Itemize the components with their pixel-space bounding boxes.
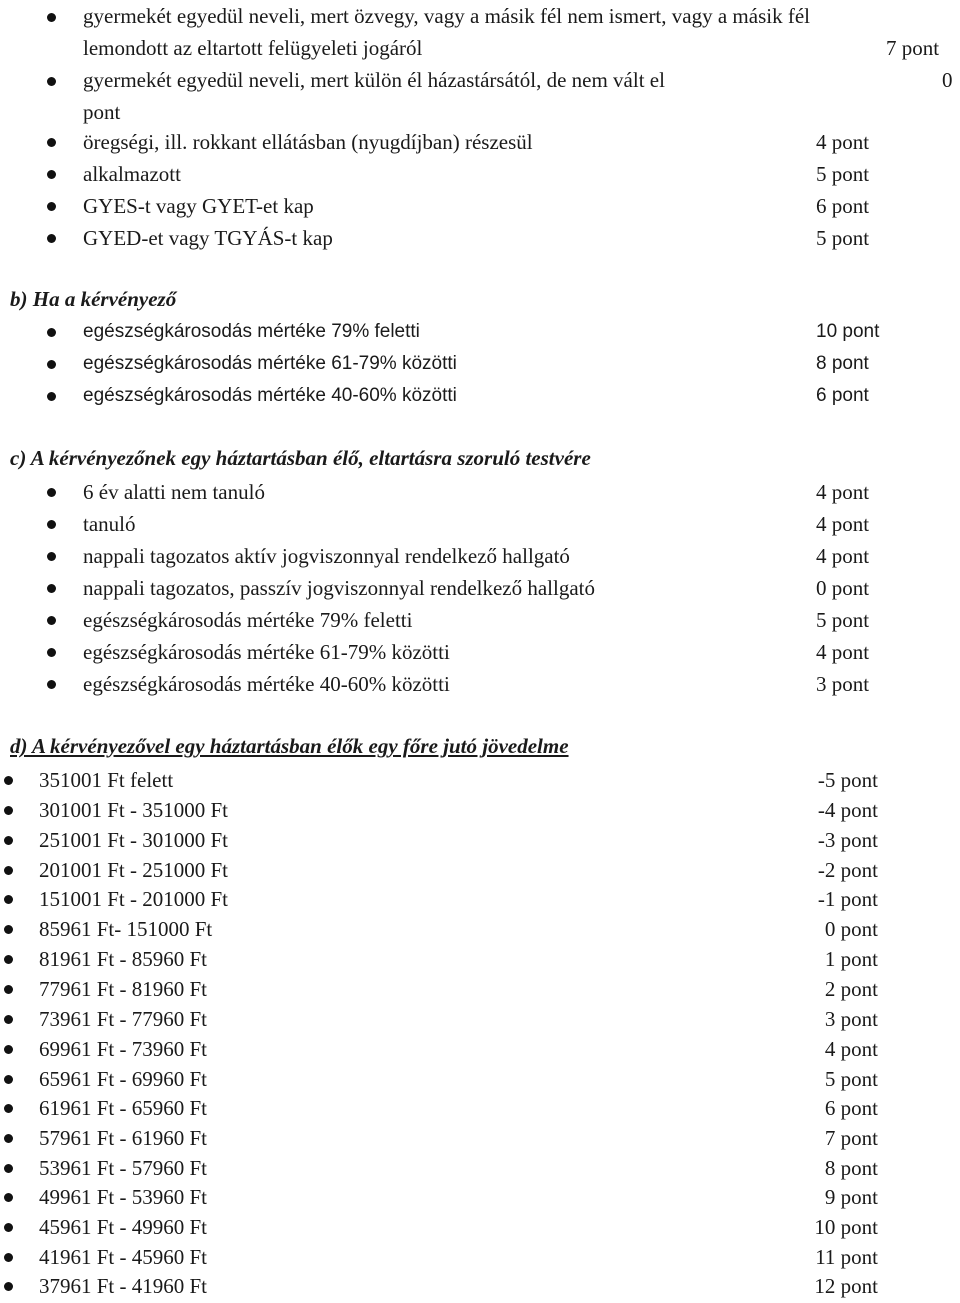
- item-points: 0 pont: [824, 917, 878, 941]
- bullet-icon: [4, 1253, 13, 1262]
- bullet-icon: [47, 360, 56, 369]
- item-label: 201001 Ft - 251000 Ft: [39, 858, 229, 882]
- item-points: 8 pont: [816, 353, 869, 374]
- bullet-icon: [47, 616, 56, 625]
- bullet-icon: [4, 1075, 13, 1084]
- bullet-icon: [4, 1104, 13, 1113]
- item-label: 41961 Ft - 45960 Ft: [39, 1245, 208, 1269]
- bullet-icon: [4, 985, 13, 994]
- item-label: 301001 Ft - 351000 Ft: [39, 798, 229, 822]
- list-item: [0, 914, 960, 944]
- item-label: 49961 Ft - 53960 Ft: [39, 1185, 208, 1209]
- item-text: gyermekét egyedül neveli, mert külön él házastársától, de nem vált el: [83, 68, 665, 92]
- item-points: 4 pont: [816, 640, 870, 664]
- item-points: 4 pont: [816, 130, 870, 154]
- list-item: [0, 222, 960, 254]
- item-points: -4 pont: [817, 798, 878, 822]
- item-label: 85961 Ft- 151000 Ft: [39, 917, 213, 941]
- list-item: [0, 1212, 960, 1242]
- list-item: [0, 974, 960, 1004]
- bullet-icon: [47, 328, 56, 337]
- item-label: egészségkárosodás mértéke 40-60% közötti: [83, 385, 457, 406]
- list-item: [0, 795, 960, 825]
- item-points: 3 pont: [824, 1007, 878, 1031]
- list-item: [0, 636, 960, 668]
- item-label: 45961 Ft - 49960 Ft: [39, 1215, 208, 1239]
- item-points: 12 pont: [814, 1274, 878, 1298]
- item-label: egészségkárosodás mértéke 40-60% közötti: [83, 672, 450, 696]
- list-item: [0, 668, 960, 700]
- list-item: [0, 158, 960, 190]
- item-points: 9 pont: [824, 1185, 878, 1209]
- item-label: 6 év alatti nem tanuló: [83, 480, 265, 504]
- item-label: 73961 Ft - 77960 Ft: [39, 1007, 208, 1031]
- list-item: [0, 1242, 960, 1272]
- item-points: 11 pont: [815, 1245, 878, 1269]
- bullet-icon: [47, 234, 56, 243]
- item-points: 6 pont: [816, 194, 870, 218]
- bullet-icon: [47, 648, 56, 657]
- item-label: alkalmazott: [83, 162, 181, 186]
- bullet-icon: [4, 1015, 13, 1024]
- item-label: GYED-et vagy TGYÁS-t kap: [83, 226, 333, 250]
- item-points: 3 pont: [816, 672, 870, 696]
- bullet-icon: [47, 520, 56, 529]
- item-text: gyermekét egyedül neveli, mert özvegy, vagy a másik fél nem ismert, vagy a másik fél: [83, 4, 810, 28]
- list-item: [0, 316, 960, 348]
- bullet-icon: [47, 488, 56, 497]
- list-item: [0, 944, 960, 974]
- bullet-icon: [4, 955, 13, 964]
- item-points: -2 pont: [817, 858, 878, 882]
- bullet-icon: [4, 1045, 13, 1054]
- item-points: 0: [942, 68, 953, 92]
- item-points: 7 pont: [824, 1126, 878, 1150]
- list-item: [0, 476, 960, 508]
- item-points: 4 pont: [816, 544, 870, 568]
- item-label: 61961 Ft - 65960 Ft: [39, 1096, 208, 1120]
- item-label: öregségi, ill. rokkant ellátásban (nyugdíjban) részesül: [83, 130, 533, 154]
- list-item: [0, 1182, 960, 1212]
- bullet-icon: [4, 1134, 13, 1143]
- list-item: [0, 380, 960, 412]
- item-points: 5 pont: [824, 1067, 878, 1091]
- bullet-icon: [47, 77, 56, 86]
- bullet-icon: [4, 836, 13, 845]
- item-label: 69961 Ft - 73960 Ft: [39, 1037, 208, 1061]
- bullet-icon: [4, 1164, 13, 1173]
- list-item: [0, 1004, 960, 1034]
- list-item: [0, 348, 960, 380]
- bullet-icon: [4, 1223, 13, 1232]
- item-points: 4 pont: [824, 1037, 878, 1061]
- item-points: 10 pont: [816, 321, 880, 342]
- bullet-icon: [47, 552, 56, 561]
- item-points: -1 pont: [817, 887, 878, 911]
- bullet-icon: [4, 1282, 13, 1291]
- list-item: [0, 855, 960, 885]
- section-heading: d) A kérvényezővel egy háztartásban élők egy főre jutó jövedelme: [10, 734, 569, 758]
- item-label: 53961 Ft - 57960 Ft: [39, 1156, 208, 1180]
- list-item: [0, 126, 960, 158]
- bullet-icon: [4, 806, 13, 815]
- item-label: egészségkárosodás mértéke 79% feletti: [83, 608, 413, 632]
- item-points: 5 pont: [816, 226, 870, 250]
- item-points: -5 pont: [817, 768, 878, 792]
- bullet-icon: [47, 138, 56, 147]
- item-points: 6 pont: [824, 1096, 878, 1120]
- list-item: [0, 190, 960, 222]
- item-label: 151001 Ft - 201000 Ft: [39, 887, 229, 911]
- bullet-icon: [4, 866, 13, 875]
- bullet-icon: [4, 1193, 13, 1202]
- list-item: [0, 1093, 960, 1123]
- item-label: GYES-t vagy GYET-et kap: [83, 194, 314, 218]
- bullet-icon: [4, 925, 13, 934]
- list-item: [0, 1064, 960, 1094]
- list-item: [0, 572, 960, 604]
- item-label: egészségkárosodás mértéke 61-79% közötti: [83, 640, 450, 664]
- list-item: [0, 825, 960, 855]
- list-item: [0, 1034, 960, 1064]
- item-label: tanuló: [83, 512, 136, 536]
- list-item: [0, 604, 960, 636]
- item-points: 2 pont: [824, 977, 878, 1001]
- bullet-icon: [4, 895, 13, 904]
- item-text: pont: [83, 100, 121, 124]
- list-item: [0, 884, 960, 914]
- item-points: 4 pont: [816, 480, 870, 504]
- item-label: 351001 Ft felett: [39, 768, 174, 792]
- item-label: nappali tagozatos, passzív jogviszonnyal rendelkező hallgató: [83, 576, 596, 600]
- list-item: [0, 540, 960, 572]
- item-label: egészségkárosodás mértéke 79% feletti: [83, 321, 420, 342]
- list-item: [0, 64, 960, 128]
- list-item: [0, 508, 960, 540]
- item-points: 4 pont: [816, 512, 870, 536]
- list-item: [0, 765, 960, 795]
- bullet-icon: [47, 202, 56, 211]
- item-points: -3 pont: [817, 828, 878, 852]
- bullet-icon: [47, 584, 56, 593]
- item-points: 10 pont: [814, 1215, 878, 1239]
- list-item: [0, 1271, 960, 1301]
- list-item: [0, 1153, 960, 1183]
- bullet-icon: [47, 170, 56, 179]
- item-points: 6 pont: [816, 385, 869, 406]
- item-label: egészségkárosodás mértéke 61-79% közötti: [83, 353, 457, 374]
- bullet-icon: [47, 680, 56, 689]
- item-label: nappali tagozatos aktív jogviszonnyal rendelkező hallgató: [83, 544, 570, 568]
- item-points: 0 pont: [816, 576, 870, 600]
- bullet-icon: [47, 13, 56, 22]
- bullet-icon: [4, 776, 13, 785]
- item-label: 81961 Ft - 85960 Ft: [39, 947, 208, 971]
- section-heading: c) A kérvényezőnek egy háztartásban élő, eltartásra szoruló testvére: [10, 446, 591, 470]
- item-points: 5 pont: [816, 608, 870, 632]
- item-points: 8 pont: [824, 1156, 878, 1180]
- item-points: 7 pont: [886, 36, 940, 60]
- bullet-icon: [47, 392, 56, 401]
- item-label: 251001 Ft - 301000 Ft: [39, 828, 229, 852]
- section-heading: b) Ha a kérvényező: [10, 287, 177, 311]
- list-item: [0, 1123, 960, 1153]
- item-label: 77961 Ft - 81960 Ft: [39, 977, 208, 1001]
- item-label: 57961 Ft - 61960 Ft: [39, 1126, 208, 1150]
- list-item: [0, 0, 960, 64]
- item-points: 5 pont: [816, 162, 870, 186]
- item-label: 37961 Ft - 41960 Ft: [39, 1274, 208, 1298]
- item-text: lemondott az eltartott felügyeleti jogáról: [83, 36, 423, 60]
- item-points: 1 pont: [824, 947, 878, 971]
- item-label: 65961 Ft - 69960 Ft: [39, 1067, 208, 1091]
